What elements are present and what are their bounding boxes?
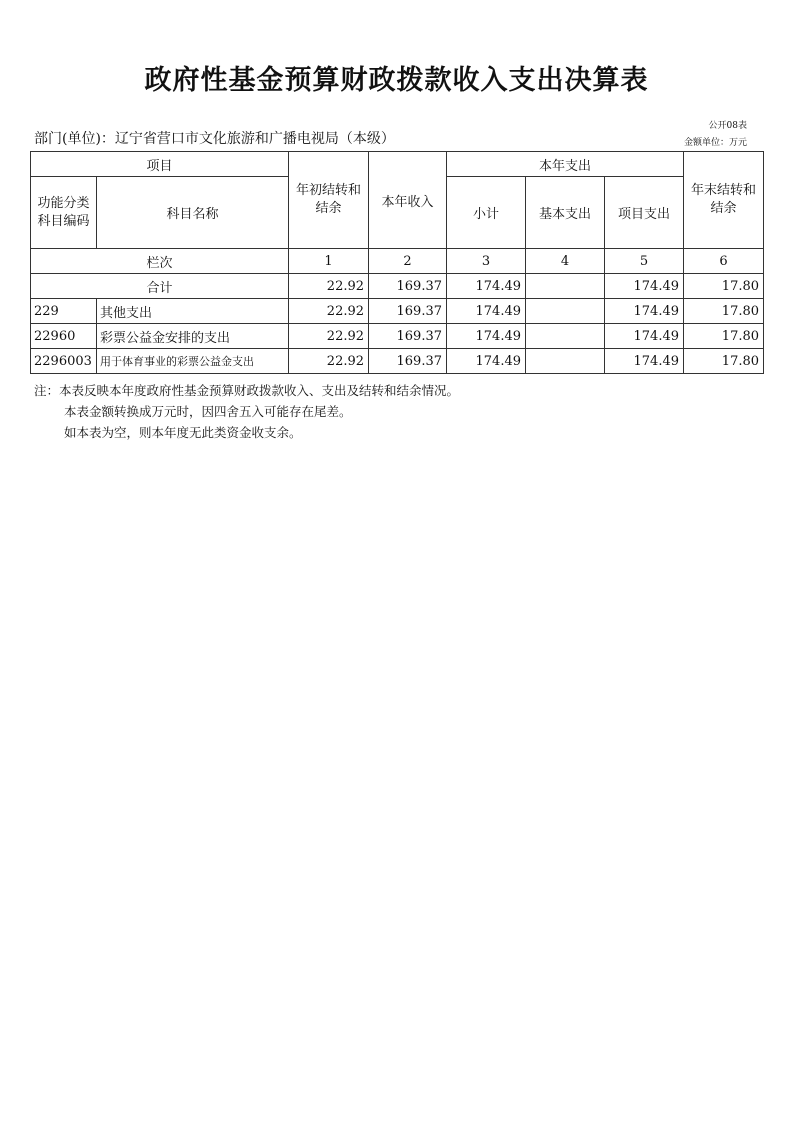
table-row (31, 324, 764, 349)
cell-basic (526, 299, 605, 324)
page-title: 政府性基金预算财政拨款收入支出决算表 (144, 65, 649, 96)
cell-name: 其他支出 (97, 299, 289, 324)
header-income: 本年收入 (369, 152, 447, 249)
column-number: 3 (447, 249, 526, 274)
header-end-balance: 年末结转和结余 (684, 152, 764, 249)
department-label: 部门(单位)：辽宁省营口市文化旅游和广播电视局（本级） (34, 131, 395, 147)
cell-income: 169.37 (369, 324, 447, 349)
fund-budget-table (30, 151, 764, 374)
cell-income: 169.37 (369, 299, 447, 324)
header-basic: 基本支出 (526, 177, 605, 249)
header-subtotal: 小计 (447, 177, 526, 249)
cell-project: 174.49 (605, 299, 684, 324)
column-number: 2 (369, 249, 447, 274)
cell-basic (526, 324, 605, 349)
cell-begin: 22.92 (289, 274, 369, 299)
column-number: 1 (289, 249, 369, 274)
cell-code: 2296003 (31, 349, 97, 374)
cell-code: 229 (31, 299, 97, 324)
column-number: 6 (684, 249, 764, 274)
column-number: 4 (526, 249, 605, 274)
amount-unit: 金额单位：万元 (683, 138, 747, 148)
column-number-label: 栏次 (31, 249, 289, 274)
table-row (31, 299, 764, 324)
table-code: 公开08表 (708, 121, 747, 131)
cell-subtotal: 174.49 (447, 324, 526, 349)
cell-name: 用于体育事业的彩票公益金支出 (97, 349, 289, 374)
cell-end: 17.80 (684, 324, 764, 349)
cell-begin: 22.92 (289, 349, 369, 374)
cell-project: 174.49 (605, 274, 684, 299)
column-number: 5 (605, 249, 684, 274)
note-line: 本表金额转换成万元时，因四舍五入可能存在尾差。 (64, 404, 352, 419)
cell-subtotal: 174.49 (447, 349, 526, 374)
table-row (31, 349, 764, 374)
cell-code: 22960 (31, 324, 97, 349)
cell-end: 17.80 (684, 274, 764, 299)
cell-name: 彩票公益金安排的支出 (97, 324, 289, 349)
cell-begin: 22.92 (289, 299, 369, 324)
header-func-code: 功能分类科目编码 (31, 177, 97, 249)
cell-project: 174.49 (605, 349, 684, 374)
header-project: 项目支出 (605, 177, 684, 249)
cell-basic (526, 274, 605, 299)
cell-income: 169.37 (369, 274, 447, 299)
total-row (31, 274, 764, 299)
cell-begin: 22.92 (289, 324, 369, 349)
header-item: 项目 (31, 152, 289, 177)
header-begin-balance: 年初结转和结余 (289, 152, 369, 249)
cell-end: 17.80 (684, 299, 764, 324)
cell-end: 17.80 (684, 349, 764, 374)
header-expense-group: 本年支出 (447, 152, 684, 177)
note-line: 注：本表反映本年度政府性基金预算财政拨款收入、支出及结转和结余情况。 (34, 383, 460, 398)
column-number-row (31, 249, 764, 274)
cell-subtotal: 174.49 (447, 274, 526, 299)
total-label: 合计 (31, 274, 289, 299)
header-subject-name: 科目名称 (97, 177, 289, 249)
cell-project: 174.49 (605, 324, 684, 349)
cell-basic (526, 349, 605, 374)
notes (34, 380, 459, 443)
cell-income: 169.37 (369, 349, 447, 374)
note-line: 如本表为空，则本年度无此类资金收支余。 (64, 425, 302, 440)
cell-subtotal: 174.49 (447, 299, 526, 324)
